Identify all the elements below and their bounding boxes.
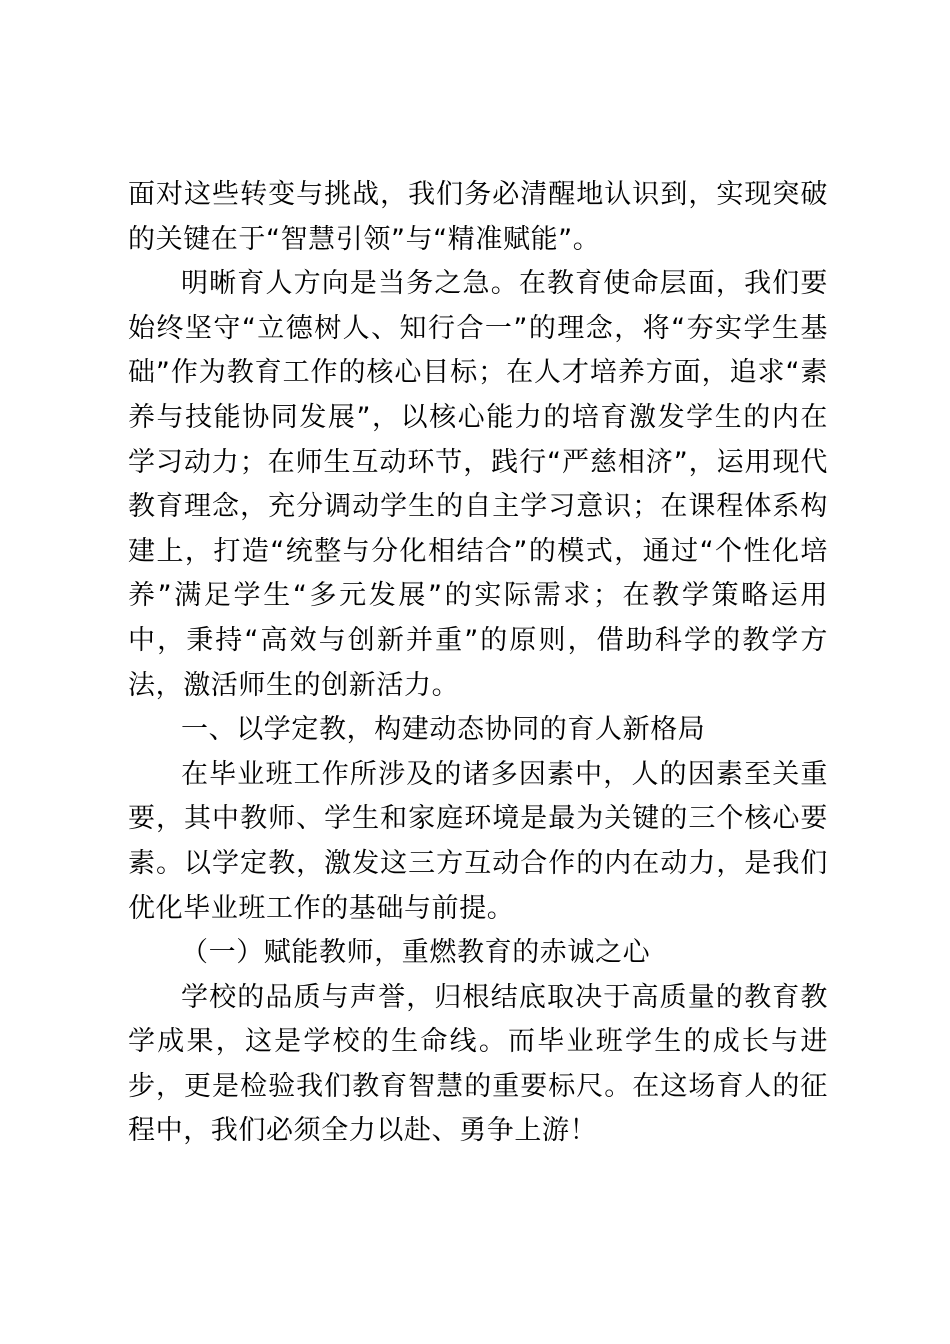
body-paragraph-2: 明晰育人方向是当务之急。在教育使命层面，我们要始终坚守“立德树人、知行合一”的理念，将“夯实学生基础”作为教育工作的核心目标；在人才培养方面，追求“素养与技能协同发展”，以核心能力的培育激发学生的内在学习动力；在师生互动环节，践行“严慈相济”，运用现代教育理念，充分调动学生的自主学习意识；在课程体系构建上，打造“统整与分化相结合”的模式，通过“个性化培养”满足学生“多元发展”的实际需求；在教学策略运用中，秉持“高效与创新并重”的原则，借助科学的教学方法，激活师生的创新活力。	[128, 268, 828, 701]
body-paragraph-1: 面对这些转变与挑战，我们务必清醒地认识到，实现突破的关键在于“智慧引领”与“精准赋能”。	[128, 179, 828, 255]
body-paragraph-3: 在毕业班工作所涉及的诸多因素中，人的因素至关重要，其中教师、学生和家庭环境是最为关键的三个核心要素。以学定教，激发这三方互动合作的内在动力，是我们优化毕业班工作的基础与前提。	[128, 758, 828, 924]
section-heading-1: 一、以学定教，构建动态协同的育人新格局	[181, 714, 706, 746]
body-paragraph-4: 学校的品质与声誉，归根结底取决于高质量的教育教学成果，这是学校的生命线。而毕业班学生的成长与进步，更是检验我们教育智慧的重要标尺。在这场育人的征程中，我们必须全力以赴、勇争上游！	[128, 981, 828, 1147]
document-page	[128, 173, 828, 1154]
subsection-heading-1: （一）赋能教师，重燃教育的赤诚之心	[181, 937, 651, 969]
